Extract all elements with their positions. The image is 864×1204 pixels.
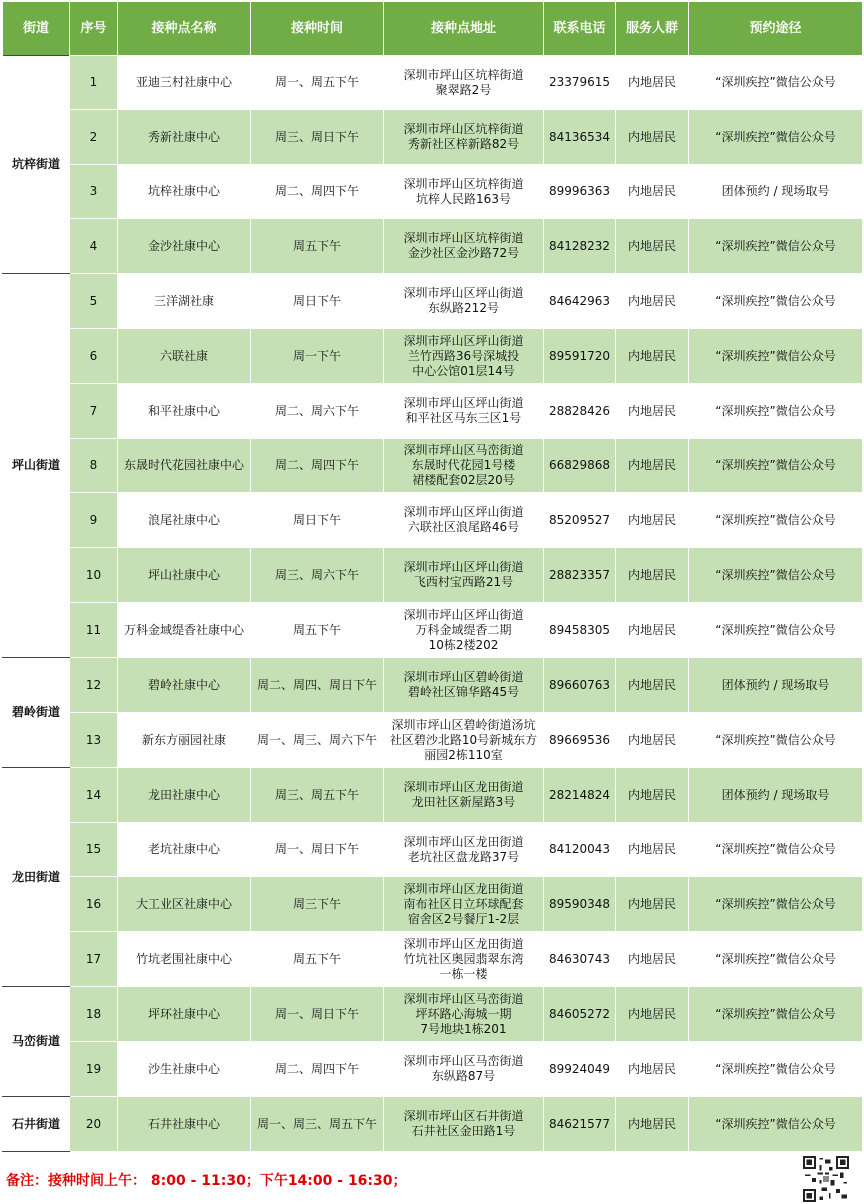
address-line: 聚翠路2号 [435,82,492,97]
address-line: 深圳市坪山区龙田街道 [403,881,524,896]
header-booking: 预约途径 [689,2,863,56]
seq-cell: 6 [70,329,118,384]
vaccination-site-table [2,2,863,1152]
crowd-cell: 内地居民 [616,439,689,493]
table-row [3,932,863,987]
time-cell: 周一、周三、周六下午 [251,713,384,768]
booking-cell: “深圳疾控”微信公众号 [689,548,863,603]
booking-cell: “深圳疾控”微信公众号 [689,110,863,165]
address-line: 南布社区日立环球配套 [403,896,524,911]
street-cell: 碧岭街道 [3,658,70,768]
phone-cell: 66829868 [544,439,616,493]
address-line: 飞西村宝西路21号 [413,575,514,589]
time-cell: 周一、周日下午 [251,987,384,1042]
phone-cell: 84642963 [544,274,616,329]
site-name-cell: 万科金域缇香社康中心 [118,603,251,658]
site-name-cell: 东晟时代花园社康中心 [118,439,251,493]
address-line: 深圳市坪山区龙田街道 [403,936,524,951]
crowd-cell: 内地居民 [616,384,689,439]
address-line: 社区碧沙北路10号新城东方 [389,732,538,747]
address-line: 深圳市坪山区坪山街道 [403,286,524,300]
booking-cell: “深圳疾控”微信公众号 [689,877,863,932]
address-line: 六联社区浪尾路46号 [407,520,520,534]
time-cell: 周五下午 [251,603,384,658]
crowd-cell: 内地居民 [616,165,689,219]
address-line: 裙楼配套02层20号 [412,473,515,487]
phone-cell: 89996363 [544,165,616,219]
seq-cell: 4 [70,219,118,274]
seq-cell: 17 [70,932,118,987]
seq-cell: 19 [70,1042,118,1097]
booking-cell: “深圳疾控”微信公众号 [689,274,863,329]
address-line: 深圳市坪山区碧岭街道 [403,670,524,684]
address-line: 和平社区马东三区1号 [405,411,522,425]
phone-cell: 23379615 [544,56,616,110]
address-cell [384,987,544,1042]
crowd-cell: 内地居民 [616,548,689,603]
table-row [3,165,863,219]
site-name-cell: 老坑社康中心 [118,823,251,877]
phone-cell: 89924049 [544,1042,616,1097]
phone-cell: 89458305 [544,603,616,658]
time-cell: 周二、周六下午 [251,384,384,439]
booking-cell: “深圳疾控”微信公众号 [689,56,863,110]
address-line: 坪环路心海城一期 [415,1006,512,1021]
time-cell: 周一、周三、周五下午 [251,1097,384,1152]
address-line: 深圳市坪山区坑梓街道 [403,231,524,245]
table-row [3,329,863,384]
table-row [3,439,863,493]
address-line: 深圳市坪山区龙田街道 [403,834,524,849]
address-line: 深圳市坪山区马峦街道 [403,991,524,1006]
phone-cell: 28828426 [544,384,616,439]
table-row [3,713,863,768]
crowd-cell: 内地居民 [616,329,689,384]
header-seq: 序号 [70,2,118,56]
booking-cell: “深圳疾控”微信公众号 [689,1097,863,1152]
booking-cell: 团体预约 / 现场取号 [689,658,863,713]
header-site-name: 接种点名称 [118,2,251,56]
address-line: 深圳市坪山区坑梓街道 [403,122,524,136]
phone-cell: 89660763 [544,658,616,713]
address-cell [384,56,544,110]
address-line: 一栋一楼 [439,966,488,981]
seq-cell: 2 [70,110,118,165]
address-line: 深圳市坪山区坑梓街道 [403,67,524,82]
site-name-cell: 秀新社康中心 [118,110,251,165]
seq-cell: 12 [70,658,118,713]
site-name-cell: 竹坑老围社康中心 [118,932,251,987]
seq-cell: 16 [70,877,118,932]
time-cell: 周日下午 [251,493,384,548]
header-address: 接种点地址 [384,2,544,56]
address-line: 深圳市坪山区坑梓街道 [403,176,524,191]
address-line: 秀新社区梓新路82号 [407,137,520,151]
site-name-cell: 坑梓社康中心 [118,165,251,219]
address-line: 7号地块1栋201 [420,1021,507,1036]
header-time: 接种时间 [251,2,384,56]
table-body [3,56,863,1152]
phone-cell: 84136534 [544,110,616,165]
qr-code-icon [803,1156,849,1202]
crowd-cell: 内地居民 [616,219,689,274]
crowd-cell: 内地居民 [616,493,689,548]
street-cell: 石井街道 [3,1097,70,1152]
address-cell [384,768,544,823]
booking-cell: “深圳疾控”微信公众号 [689,987,863,1042]
crowd-cell: 内地居民 [616,658,689,713]
time-cell: 周五下午 [251,932,384,987]
table-row [3,768,863,823]
table-row [3,658,863,713]
time-cell: 周五下午 [251,219,384,274]
address-line: 深圳市坪山区碧岭街道汤坑 [391,717,536,732]
booking-cell: “深圳疾控”微信公众号 [689,384,863,439]
address-cell [384,548,544,603]
phone-cell: 28823357 [544,548,616,603]
address-line: 深圳市坪山区坪山街道 [403,560,524,574]
crowd-cell: 内地居民 [616,603,689,658]
booking-cell: “深圳疾控”微信公众号 [689,493,863,548]
address-line: 10栋2楼202 [428,637,499,652]
address-line: 中心公馆01层14号 [412,363,515,378]
site-name-cell: 大工业区社康中心 [118,877,251,932]
street-cell: 坑梓街道 [3,56,70,274]
phone-cell: 85209527 [544,493,616,548]
seq-cell: 1 [70,56,118,110]
time-cell: 周一、周日下午 [251,823,384,877]
note-text: 备注：接种时间上午： 8:00 - 11:30；下午14:00 - 16:30； [6,1173,407,1189]
booking-cell: “深圳疾控”微信公众号 [689,329,863,384]
booking-cell: “深圳疾控”微信公众号 [689,713,863,768]
address-line: 金沙社区金沙路72号 [407,246,520,260]
address-line: 深圳市坪山区坪山街道 [403,505,524,519]
seq-cell: 7 [70,384,118,439]
seq-cell: 5 [70,274,118,329]
crowd-cell: 内地居民 [616,1097,689,1152]
seq-cell: 14 [70,768,118,823]
site-name-cell: 浪尾社康中心 [118,493,251,548]
phone-cell: 84630743 [544,932,616,987]
address-line: 东晟时代花园1号楼 [411,458,516,472]
seq-cell: 13 [70,713,118,768]
booking-cell: 团体预约 / 现场取号 [689,768,863,823]
seq-cell: 9 [70,493,118,548]
site-name-cell: 和平社康中心 [118,384,251,439]
site-name-cell: 石井社康中心 [118,1097,251,1152]
table-row [3,384,863,439]
time-cell: 周日下午 [251,274,384,329]
phone-cell: 84128232 [544,219,616,274]
table-row [3,219,863,274]
crowd-cell: 内地居民 [616,56,689,110]
address-cell [384,329,544,384]
site-name-cell: 碧岭社康中心 [118,658,251,713]
table-row [3,987,863,1042]
crowd-cell: 内地居民 [616,768,689,823]
crowd-cell: 内地居民 [616,274,689,329]
phone-cell: 89590348 [544,877,616,932]
table-row [3,110,863,165]
crowd-cell: 内地居民 [616,713,689,768]
address-cell [384,1042,544,1097]
header-crowd: 服务人群 [616,2,689,56]
crowd-cell: 内地居民 [616,932,689,987]
address-line: 坑梓人民路163号 [416,191,511,206]
address-line: 兰竹西路36号深城投 [407,348,520,363]
seq-cell: 15 [70,823,118,877]
booking-cell: 团体预约 / 现场取号 [689,165,863,219]
time-cell: 周一下午 [251,329,384,384]
phone-cell: 28214824 [544,768,616,823]
site-name-cell: 亚迪三村社康中心 [118,56,251,110]
address-cell [384,384,544,439]
address-line: 万科金域缇香二期 [415,622,512,637]
address-line: 碧岭社区锦华路45号 [407,685,520,699]
address-line: 龙田社区新屋路3号 [411,795,516,809]
booking-cell: “深圳疾控”微信公众号 [689,1042,863,1097]
phone-cell: 84605272 [544,987,616,1042]
address-cell [384,932,544,987]
time-cell: 周三、周五下午 [251,768,384,823]
address-cell [384,274,544,329]
address-line: 深圳市坪山区石井街道 [403,1109,524,1123]
phone-cell: 89591720 [544,329,616,384]
address-cell [384,603,544,658]
address-cell [384,165,544,219]
time-cell: 周二、周四下午 [251,1042,384,1097]
address-line: 深圳市坪山区坪山街道 [403,333,524,348]
address-line: 深圳市坪山区龙田街道 [403,780,524,794]
table-row [3,548,863,603]
seq-cell: 18 [70,987,118,1042]
address-cell [384,219,544,274]
site-name-cell: 坪环社康中心 [118,987,251,1042]
address-cell [384,110,544,165]
address-line: 东纵路87号 [431,1069,496,1083]
address-cell [384,493,544,548]
address-line: 竹坑社区奥园翡翠东湾 [403,951,524,966]
time-cell: 周三、周六下午 [251,548,384,603]
crowd-cell: 内地居民 [616,877,689,932]
site-name-cell: 六联社康 [118,329,251,384]
phone-cell: 84120043 [544,823,616,877]
street-cell: 龙田街道 [3,768,70,987]
booking-cell: “深圳疾控”微信公众号 [689,219,863,274]
time-cell: 周一、周五下午 [251,56,384,110]
crowd-cell: 内地居民 [616,823,689,877]
table-row [3,56,863,110]
site-name-cell: 金沙社康中心 [118,219,251,274]
address-cell [384,658,544,713]
time-cell: 周二、周四下午 [251,165,384,219]
seq-cell: 20 [70,1097,118,1152]
site-name-cell: 龙田社康中心 [118,768,251,823]
table-row [3,877,863,932]
seq-cell: 11 [70,603,118,658]
header-phone: 联系电话 [544,2,616,56]
table-row [3,1097,863,1152]
booking-cell: “深圳疾控”微信公众号 [689,823,863,877]
address-line: 宿舍区2号餐厅1-2层 [407,911,520,926]
table-row [3,493,863,548]
seq-cell: 3 [70,165,118,219]
address-cell [384,439,544,493]
address-line: 丽园2栋110室 [424,747,503,762]
address-line: 深圳市坪山区马峦街道 [403,443,524,457]
crowd-cell: 内地居民 [616,1042,689,1097]
table-row [3,1042,863,1097]
address-cell [384,877,544,932]
seq-cell: 8 [70,439,118,493]
phone-cell: 84621577 [544,1097,616,1152]
time-cell: 周三、周日下午 [251,110,384,165]
address-line: 老坑社区盘龙路37号 [407,849,520,864]
address-cell [384,713,544,768]
time-cell: 周三下午 [251,877,384,932]
address-line: 深圳市坪山区坪山街道 [403,607,524,622]
time-cell: 周二、周四下午 [251,439,384,493]
time-cell: 周二、周四、周日下午 [251,658,384,713]
street-cell: 坪山街道 [3,274,70,658]
site-name-cell: 三洋湖社康 [118,274,251,329]
crowd-cell: 内地居民 [616,987,689,1042]
seq-cell: 10 [70,548,118,603]
site-name-cell: 坪山社康中心 [118,548,251,603]
header-street: 街道 [3,2,70,56]
booking-cell: “深圳疾控”微信公众号 [689,932,863,987]
table-row [3,274,863,329]
street-cell: 马峦街道 [3,987,70,1097]
booking-cell: “深圳疾控”微信公众号 [689,603,863,658]
table-row [3,603,863,658]
phone-cell: 89669536 [544,713,616,768]
crowd-cell: 内地居民 [616,110,689,165]
site-name-cell: 新东方丽园社康 [118,713,251,768]
table-row [3,823,863,877]
site-name-cell: 沙生社康中心 [118,1042,251,1097]
address-cell [384,823,544,877]
address-line: 石井社区金田路1号 [411,1124,516,1138]
address-cell [384,1097,544,1152]
table-header-row [3,2,863,56]
booking-cell: “深圳疾控”微信公众号 [689,439,863,493]
address-line: 深圳市坪山区马峦街道 [403,1054,524,1068]
address-line: 深圳市坪山区坪山街道 [403,396,524,410]
address-line: 东纵路212号 [428,301,499,315]
